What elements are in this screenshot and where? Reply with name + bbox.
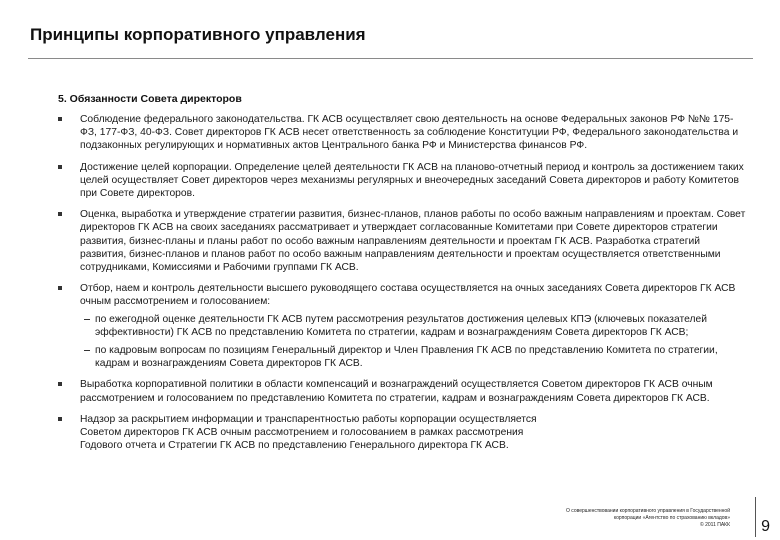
- bullet-text: Соблюдение федерального законодательства. ГК АСВ осуществляет свою деятельность на основе Федеральных законов РФ №№ 175-ФЗ, 177-ФЗ, 40-ФЗ. Совет директоров ГК АСВ несет ответственность за соблюдение Конституции РФ, Федерального законодательства и подзаконных регулирующих и нормативных актов Центрального банка РФ и Министерства финансов РФ.: [80, 114, 739, 152]
- bullet-item: [58, 161, 748, 201]
- bullet-item: [58, 113, 748, 153]
- sub-bullet-text: по ежегодной оценке деятельности ГК АСВ путем рассмотрения результатов достижения целевых КПЭ (ключевых показателей эффективности) ГК АСВ по представлению Комитета по стратегии, кадрам и вознаграждениям Совета директоров ГК АСВ;: [95, 313, 707, 338]
- page-number: 9: [761, 518, 770, 535]
- bullet-item: [58, 413, 550, 453]
- footer-copyright: © 2011 ПАКК: [700, 522, 730, 528]
- dash-bullet-icon: [84, 319, 90, 320]
- footer-divider: [755, 497, 756, 537]
- bullet-text: Выработка корпоративной политики в области компенсаций и вознаграждений осуществляется Советом директоров ГК АСВ очным рассмотрением и голосованием по представлению Комитета по стратегии, кадрам и вознаграждениям Совета директоров ГК АСВ.: [80, 379, 713, 404]
- sub-bullet-item: [58, 344, 748, 370]
- footer-line: корпорации «Агентство по страхованию вкладов»: [613, 515, 730, 521]
- footer-caption: [490, 508, 752, 529]
- bullet-item: [58, 282, 748, 308]
- section-heading: 5. Обязанности Совета директоров: [58, 93, 242, 105]
- square-bullet-icon: [58, 417, 62, 421]
- sub-bullet-item: [58, 313, 748, 339]
- bullet-text: Надзор за раскрытием информации и транспарентностью работы корпорации осуществляется Советом директоров ГК АСВ очным рассмотрением и голосованием в рамках рассмотрения Годового отчета и Стратегии ГК АСВ по представлению Генерального директора ГК АСВ.: [80, 413, 537, 452]
- bullet-text: Достижение целей корпорации. Определение целей деятельности ГК АСВ на планово-отчетный период и контроль за достижением таких целей осуществляет Совет директоров через механизмы регулярных и внеочередных заседаний Совета директоров и работу Комитетов при Совете директоров.: [80, 161, 744, 200]
- dash-bullet-icon: [84, 350, 90, 351]
- bullet-item: [58, 378, 748, 404]
- square-bullet-icon: [58, 117, 62, 121]
- bullet-list: [58, 113, 748, 460]
- square-bullet-icon: [58, 382, 62, 386]
- footer-line: О совершенствовании корпоративного управления в Государственной: [566, 508, 730, 514]
- square-bullet-icon: [58, 286, 62, 290]
- bullet-item: [58, 208, 748, 274]
- sub-bullet-list: [58, 313, 748, 371]
- bullet-text: Оценка, выработка и утверждение стратегии развития, бизнес-планов, планов работы по особо важным направлениям и проектам. Совет директоров ГК АСВ на своих заседаниях рассматривает и утверждает согласованные Комитетами при Совете директоров стратегии развития, бизнес-планы и планы работ по особо важным направлениям деятельности и проектам ГК АСВ. Разработка стратегий развития, бизнес-планов и планов работ по особо важным направлениям деятельности и проектам осуществляется ответственными сотрудниками, Комиссиями и Рабочими группами ГК АСВ.: [80, 209, 746, 274]
- sub-bullet-text: по кадровым вопросам по позициям Генеральный директор и Член Правления ГК АСВ по представлению Комитета по стратегии, кадрам и вознаграждениям Совета директоров ГК АСВ.: [95, 345, 718, 370]
- title-divider: [28, 58, 753, 59]
- bullet-text: Отбор, наем и контроль деятельности высшего руководящего состава осуществляется на очных заседаниях Совета директоров ГК АСВ очным рассмотрением и голосованием:: [80, 283, 736, 308]
- page-title: Принципы корпоративного управления: [30, 25, 366, 44]
- square-bullet-icon: [58, 212, 62, 216]
- square-bullet-icon: [58, 165, 62, 169]
